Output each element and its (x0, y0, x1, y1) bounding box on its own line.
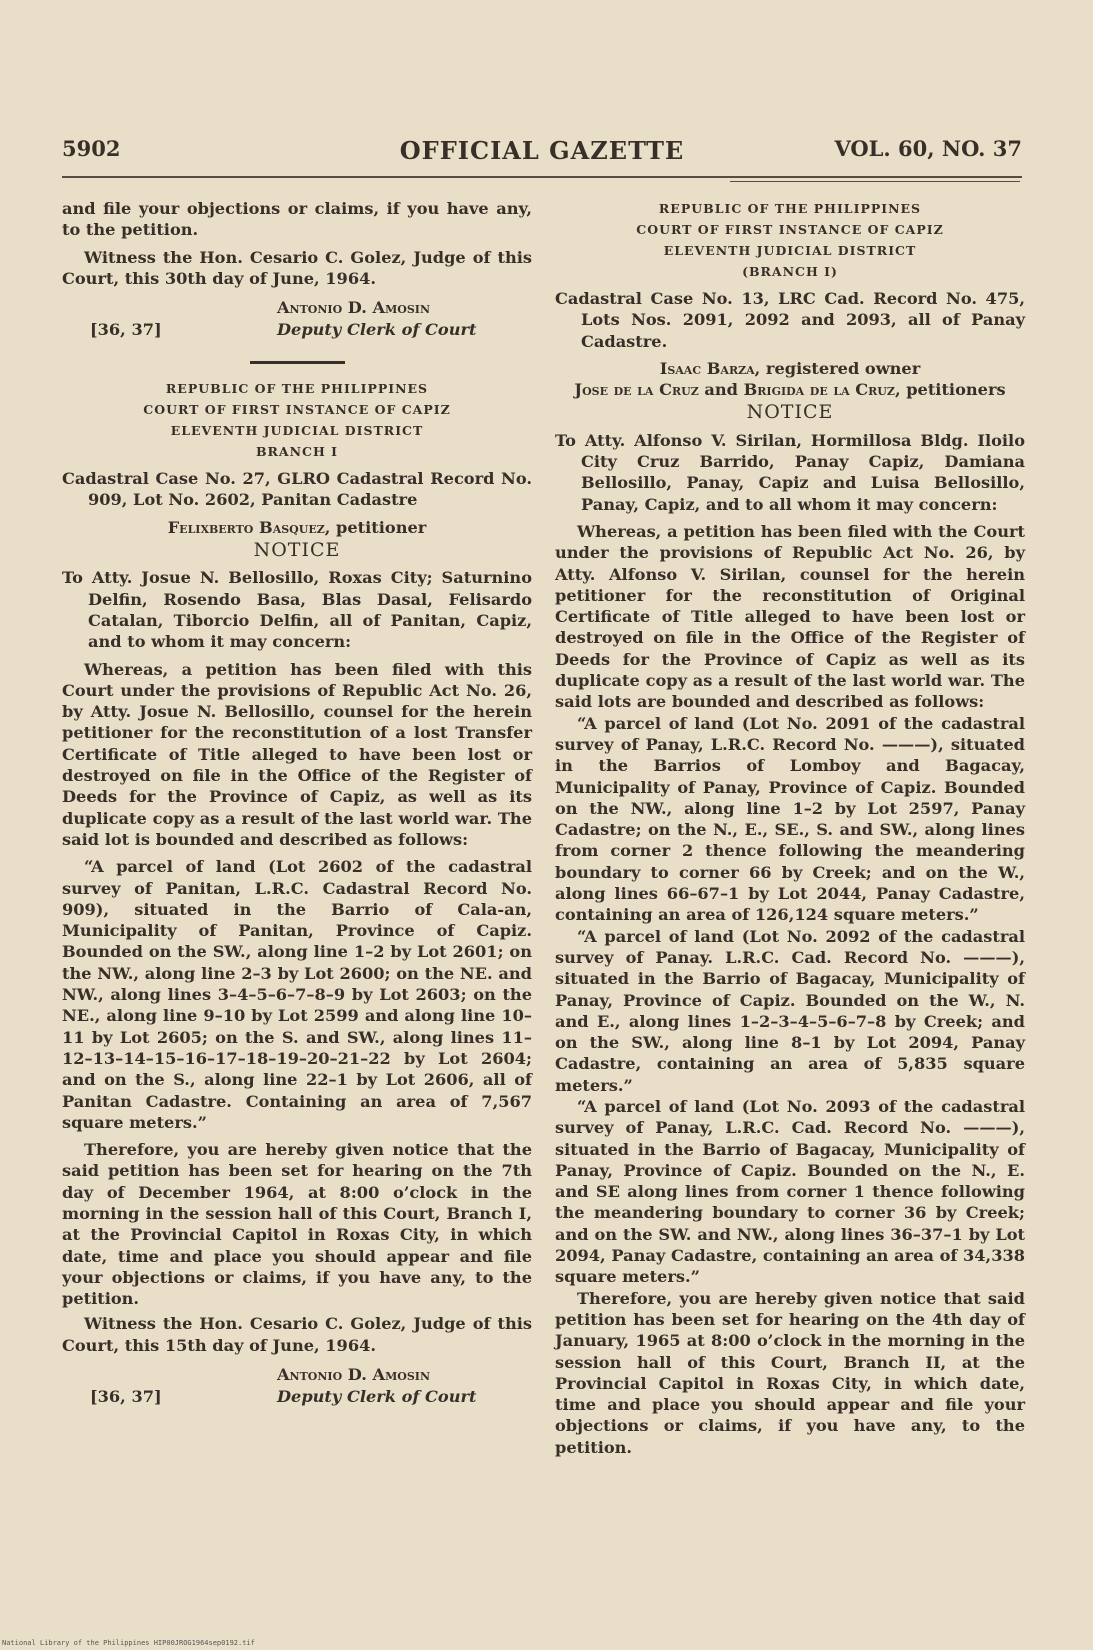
conjunction: and (698, 380, 744, 400)
left-column (62, 198, 532, 1410)
volume-number: VOL. 60, NO. 37 (834, 136, 1022, 161)
caption-line: ELEVENTH JUDICIAL DISTRICT (663, 243, 917, 258)
scan-footer: National Library of the Philippines HIP00JROG1964sep0192.tif (2, 1639, 255, 1647)
petitioner-role: , petitioner (324, 517, 427, 537)
notice-heading: NOTICE (746, 401, 834, 424)
caption-line: BRANCH I (255, 444, 339, 460)
header-rule-secondary (730, 181, 1020, 182)
parcel-description: “A parcel of land (Lot No. 2093 of the cadastral survey of Panay, L.R.C. Cad. Record No. ———), situated in the Barrio of Bagacay, Municipality of Panay, Province of Capiz. Bounded on the N., E. and SE along lines from corner 1 thence following the meandering boundary to corner 36 by Creek; and on the SW. and NW., along lines 36–37–1 by Lot 2094, Panay Cadastre, containing an area of 34,338 square meters.” (555, 1096, 1025, 1287)
parcel-description: “A parcel of land (Lot 2602 of the cadastral survey of Panitan, L.R.C. Cadastral Record No. 909), situated in the Barrio of Cala-an, Municipality of Panitan, Province of Capiz. Bounded on the SW., along line 1–2 by Lot 2601; on the NW., along line 2–3 by Lot 2600; on the NE. and NW., along lines 3–4–5–6–7–8–9 by Lot 2603; on the NE., along line 9–10 by Lot 2599 and along line 10–11 by Lot 2605; on the S. and SW., along lines 11–12–13–14–15–16–17–18–19–20–21–22 by Lot 2604; and on the S., along line 22–1 by Lot 2606, all of Panitan Cadastre. Containing an area of 7,567 square meters.” (62, 857, 532, 1132)
owner-role: , registered owner (754, 358, 921, 378)
header-rule (62, 176, 1022, 178)
owner-name: Isaac Barza (659, 358, 755, 378)
therefore-paragraph: Therefore, you are hereby given notice that said petition has been set for hearing on the 4th day of January, 1965 at 8:00 o’clock in the morning in the session hall of this Court, Branch II, at the Provincial Capitol in Roxas City, in which date, time and place you should appear and file your objections or claims, if you have any, to the petition. (555, 1288, 1025, 1457)
petitioner-name: Jose de la Cruz (574, 380, 699, 400)
owner-line (555, 358, 1025, 379)
whereas-paragraph: Whereas, a petition has been filed with the Court under the provisions of Republic Act No. 26, by Atty. Alfonso V. Sirilan, counsel for the herein petitioner for the reconstitution of Original Certificate of Title alleged to have been lost or destroyed on file in the Office of the Register of Deeds for the Province of Capiz as well as its duplicate copy as a result of the last world war. The said lots are bounded and described as follows: (555, 521, 1025, 712)
signatory-name: Antonio D. Amosin (277, 1365, 430, 1385)
court-caption (62, 378, 532, 462)
witness-paragraph: Witness the Hon. Cesario C. Golez, Judge of this Court, this 15th day of June, 1964. (62, 1314, 532, 1355)
caption-line: REPUBLIC OF THE PHILIPPINES (658, 201, 922, 216)
caption-line: REPUBLIC OF THE PHILIPPINES (165, 381, 429, 397)
case-title: Cadastral Case No. 13, LRC Cad. Record No. 475, Lots Nos. 2091, 2092 and 2093, all of Panay Cadastre. (555, 289, 1025, 351)
parcel-description: “A parcel of land (Lot No. 2091 of the cadastral survey of Panay, L.R.C. Record No. ———), situated in the Barrios of Lomboy and Bagacay, Municipality of Panay, Province of Capiz. Bounded on the NW., along line 1–2 by Lot 2597, Panay Cadastre; on the N., E., SE., S. and SW., along lines from corner 2 thence following the meandering boundary to corner 66 by Creek; and on the W., along lines 66–67–1 by Lot 2044, Panay Cadastre, containing an area of 126,124 square meters.” (555, 713, 1025, 925)
continued-text: and file your objections or claims, if you have any, to the petition. (62, 199, 532, 240)
issue-reference: [36, 37] (90, 1387, 162, 1407)
caption-line: (BRANCH I) (742, 264, 838, 279)
notice-heading: NOTICE (253, 539, 341, 562)
page-number: 5902 (62, 136, 121, 161)
section-divider (250, 361, 345, 364)
publication-title: OFFICIAL GAZETTE (399, 136, 685, 165)
court-caption (555, 198, 1025, 282)
petitioner-name: Felixberto Basquez (167, 517, 325, 537)
caption-line: COURT OF FIRST INSTANCE OF CAPIZ (636, 222, 944, 237)
parcel-description: “A parcel of land (Lot No. 2092 of the cadastral survey of Panay. L.R.C. Cad. Record No. ———), situated in the Barrio of Bagacay, Municipality of Panay, Province of Capiz. Bounded on the W., N. and E., along lines 1–2–3–4–5–6–7–8 by Creek; and on the SW., along line 8–1 by Lot 2094, Panay Cadastre, containing an area of 5,835 square meters.” (555, 926, 1025, 1095)
caption-line: ELEVENTH JUDICIAL DISTRICT (170, 423, 424, 439)
caption-line: COURT OF FIRST INSTANCE OF CAPIZ (143, 402, 451, 418)
petitioners-line (555, 379, 1025, 400)
signatory-title: Deputy Clerk of Court (277, 320, 477, 340)
petitioner-role: , petitioners (894, 380, 1006, 400)
addressees: To Atty. Josue N. Bellosillo, Roxas City; Saturnino Delfin, Rosendo Basa, Blas Dasal, Felisardo Catalan, Tiborcio Delfin, all of Panitan, Capiz, and to whom it may concern: (62, 568, 532, 652)
signature-block (62, 1364, 532, 1410)
right-column (555, 198, 1025, 1458)
petitioner-name: Brigida de la Cruz (743, 380, 895, 400)
page-header (62, 136, 1022, 176)
issue-reference: [36, 37] (90, 320, 162, 340)
witness-paragraph: Witness the Hon. Cesario C. Golez, Judge of this Court, this 30th day of June, 1964. (62, 247, 532, 288)
addressees: To Atty. Alfonso V. Sirilan, Hormillosa Bldg. Iloilo City Cruz Barrido, Panay Capiz, Damiana Bellosillo, Panay, Capiz and Luisa Bellosillo, Panay, Capiz, and to all whom it may concern: (555, 430, 1025, 514)
signatory-title: Deputy Clerk of Court (277, 1387, 477, 1407)
case-title: Cadastral Case No. 27, GLRO Cadastral Record No. 909, Lot No. 2602, Panitan Cadastre (62, 469, 532, 510)
therefore-paragraph: Therefore, you are hereby given notice that the said petition has been set for hearing on the 7th day of December 1964, at 8:00 o’clock in the morning in the session hall of this Court, Branch I, at the Provincial Capitol in Roxas City, in which date, time and place you should appear and file your objections or claims, if you have any, to the petition. (62, 1140, 532, 1309)
signatory-name: Antonio D. Amosin (277, 298, 430, 318)
signature-block (62, 297, 532, 343)
whereas-paragraph: Whereas, a petition has been filed with this Court under the provisions of Republic Act No. 26, by Atty. Josue N. Bellosillo, counsel for the herein petitioner for the reconstitution of a lost Transfer Certificate of Title alleged to have been lost or destroyed on file in the Office of the Register of Deeds for the Province of Capiz, as well as its duplicate copy as a result of the last world war. The said lot is bounded and described as follows: (62, 659, 532, 849)
petitioner-line (62, 517, 532, 538)
